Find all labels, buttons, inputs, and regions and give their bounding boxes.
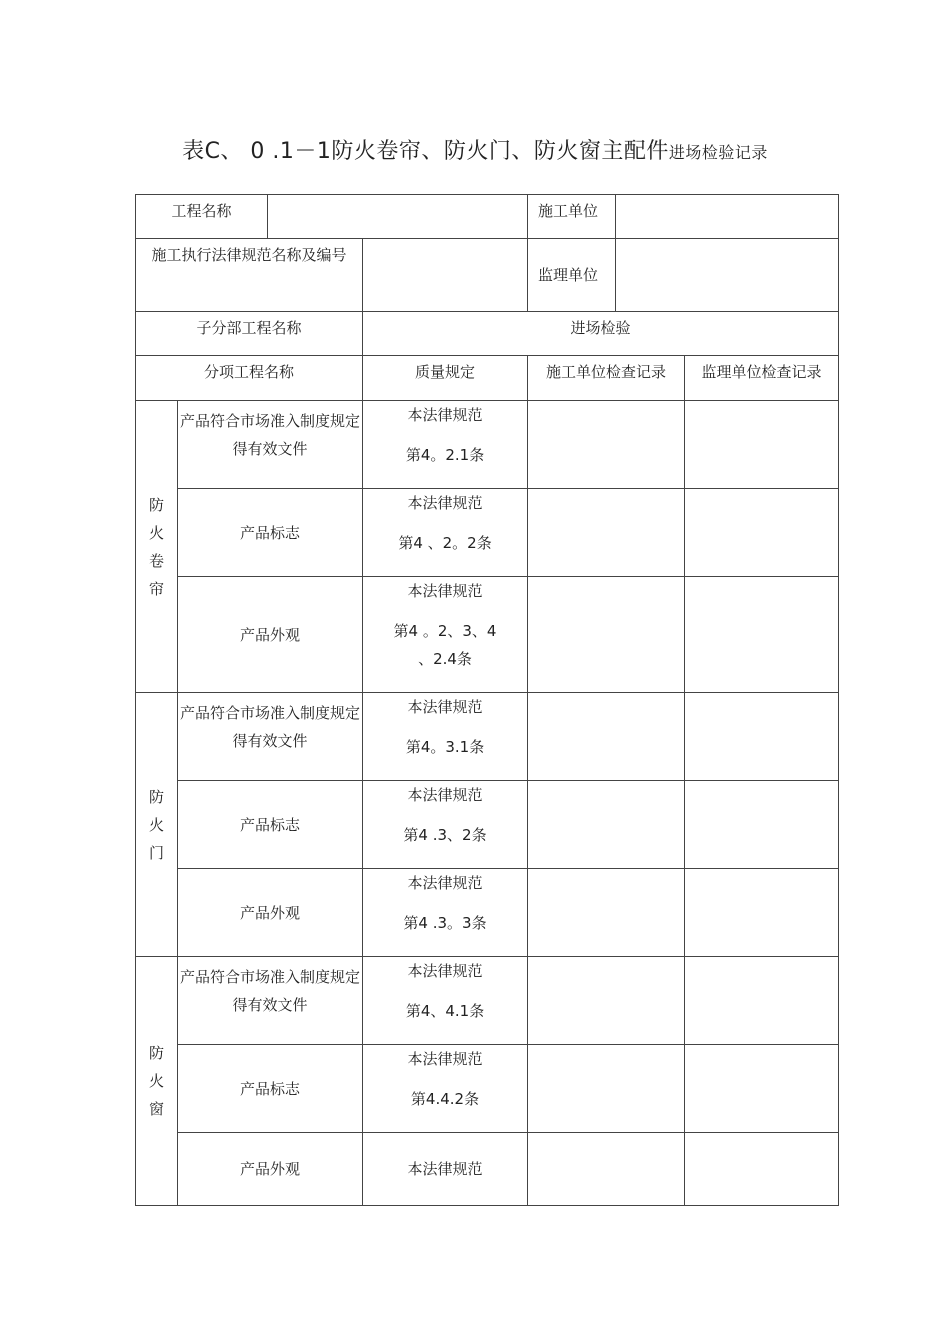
supervision-check-cell[interactable] (685, 693, 839, 781)
supervision-check-cell[interactable] (685, 1045, 839, 1133)
inspection-form-table (135, 194, 839, 1206)
construction-check-cell[interactable] (528, 577, 685, 693)
construction-check-cell[interactable] (528, 781, 685, 869)
project-name-label: 工程名称 (136, 195, 268, 239)
col-header-quality: 质量规定 (363, 356, 528, 401)
item-name: 产品标志 (178, 1045, 363, 1133)
quality-standard: 本法律规范 第4。2.1条 (363, 401, 528, 489)
standard-field[interactable] (363, 239, 528, 312)
quality-standard: 本法律规范 第4 、2。2条 (363, 489, 528, 577)
sub-project-value: 进场检验 (363, 312, 839, 356)
quality-standard: 本法律规范 (363, 1133, 528, 1206)
item-name: 产品符合市场准入制度规定得有效文件 (178, 401, 363, 489)
supervision-check-cell[interactable] (685, 869, 839, 957)
title-main: 表C、 0 .1－1防火卷帘、防火门、防火窗主配件 (182, 139, 669, 164)
quality-standard: 本法律规范 第4 。2、3、4 、2.4条 (363, 577, 528, 693)
table-row (136, 781, 839, 869)
item-name: 产品外观 (178, 869, 363, 957)
table-row (136, 401, 839, 489)
quality-standard: 本法律规范 第4 .3、2条 (363, 781, 528, 869)
supervision-unit-field[interactable] (616, 239, 839, 312)
item-name: 产品外观 (178, 1133, 363, 1206)
sub-project-label: 子分部工程名称 (136, 312, 363, 356)
construction-check-cell[interactable] (528, 1133, 685, 1206)
standard-label: 施工执行法律规范名称及编号 (136, 239, 363, 312)
group-label-fire-shutter: 防 火 卷 帘 (136, 401, 178, 693)
supervision-unit-label: 监理单位 (528, 239, 616, 312)
table-row (136, 693, 839, 781)
table-row (136, 489, 839, 577)
col-header-supervision-check: 监理单位检查记录 (685, 356, 839, 401)
header-row-subproject (136, 312, 839, 356)
table-row (136, 577, 839, 693)
document-title (0, 134, 950, 165)
table-row (136, 869, 839, 957)
supervision-check-cell[interactable] (685, 577, 839, 693)
supervision-check-cell[interactable] (685, 1133, 839, 1206)
quality-standard: 本法律规范 第4。3.1条 (363, 693, 528, 781)
construction-unit-field[interactable] (616, 195, 839, 239)
header-row-standard (136, 239, 839, 312)
item-name: 产品符合市场准入制度规定得有效文件 (178, 957, 363, 1045)
header-row-project (136, 195, 839, 239)
col-header-construction-check: 施工单位检查记录 (528, 356, 685, 401)
construction-check-cell[interactable] (528, 693, 685, 781)
title-suffix: 进场检验记录 (668, 143, 768, 162)
group-label-fire-door: 防 火 门 (136, 693, 178, 957)
quality-standard: 本法律规范 第4、4.1条 (363, 957, 528, 1045)
group-label-fire-window: 防 火 窗 (136, 957, 178, 1206)
table-row (136, 1133, 839, 1206)
construction-check-cell[interactable] (528, 957, 685, 1045)
col-header-item-name: 分项工程名称 (136, 356, 363, 401)
item-name: 产品标志 (178, 781, 363, 869)
quality-standard: 本法律规范 第4.4.2条 (363, 1045, 528, 1133)
supervision-check-cell[interactable] (685, 489, 839, 577)
supervision-check-cell[interactable] (685, 401, 839, 489)
table-row (136, 957, 839, 1045)
item-name: 产品外观 (178, 577, 363, 693)
construction-unit-label: 施工单位 (528, 195, 616, 239)
supervision-check-cell[interactable] (685, 957, 839, 1045)
construction-check-cell[interactable] (528, 401, 685, 489)
item-name: 产品符合市场准入制度规定得有效文件 (178, 693, 363, 781)
construction-check-cell[interactable] (528, 1045, 685, 1133)
quality-standard: 本法律规范 第4 .3。3条 (363, 869, 528, 957)
supervision-check-cell[interactable] (685, 781, 839, 869)
column-header-row (136, 356, 839, 401)
construction-check-cell[interactable] (528, 489, 685, 577)
construction-check-cell[interactable] (528, 869, 685, 957)
item-name: 产品标志 (178, 489, 363, 577)
table-row (136, 1045, 839, 1133)
project-name-field[interactable] (268, 195, 528, 239)
